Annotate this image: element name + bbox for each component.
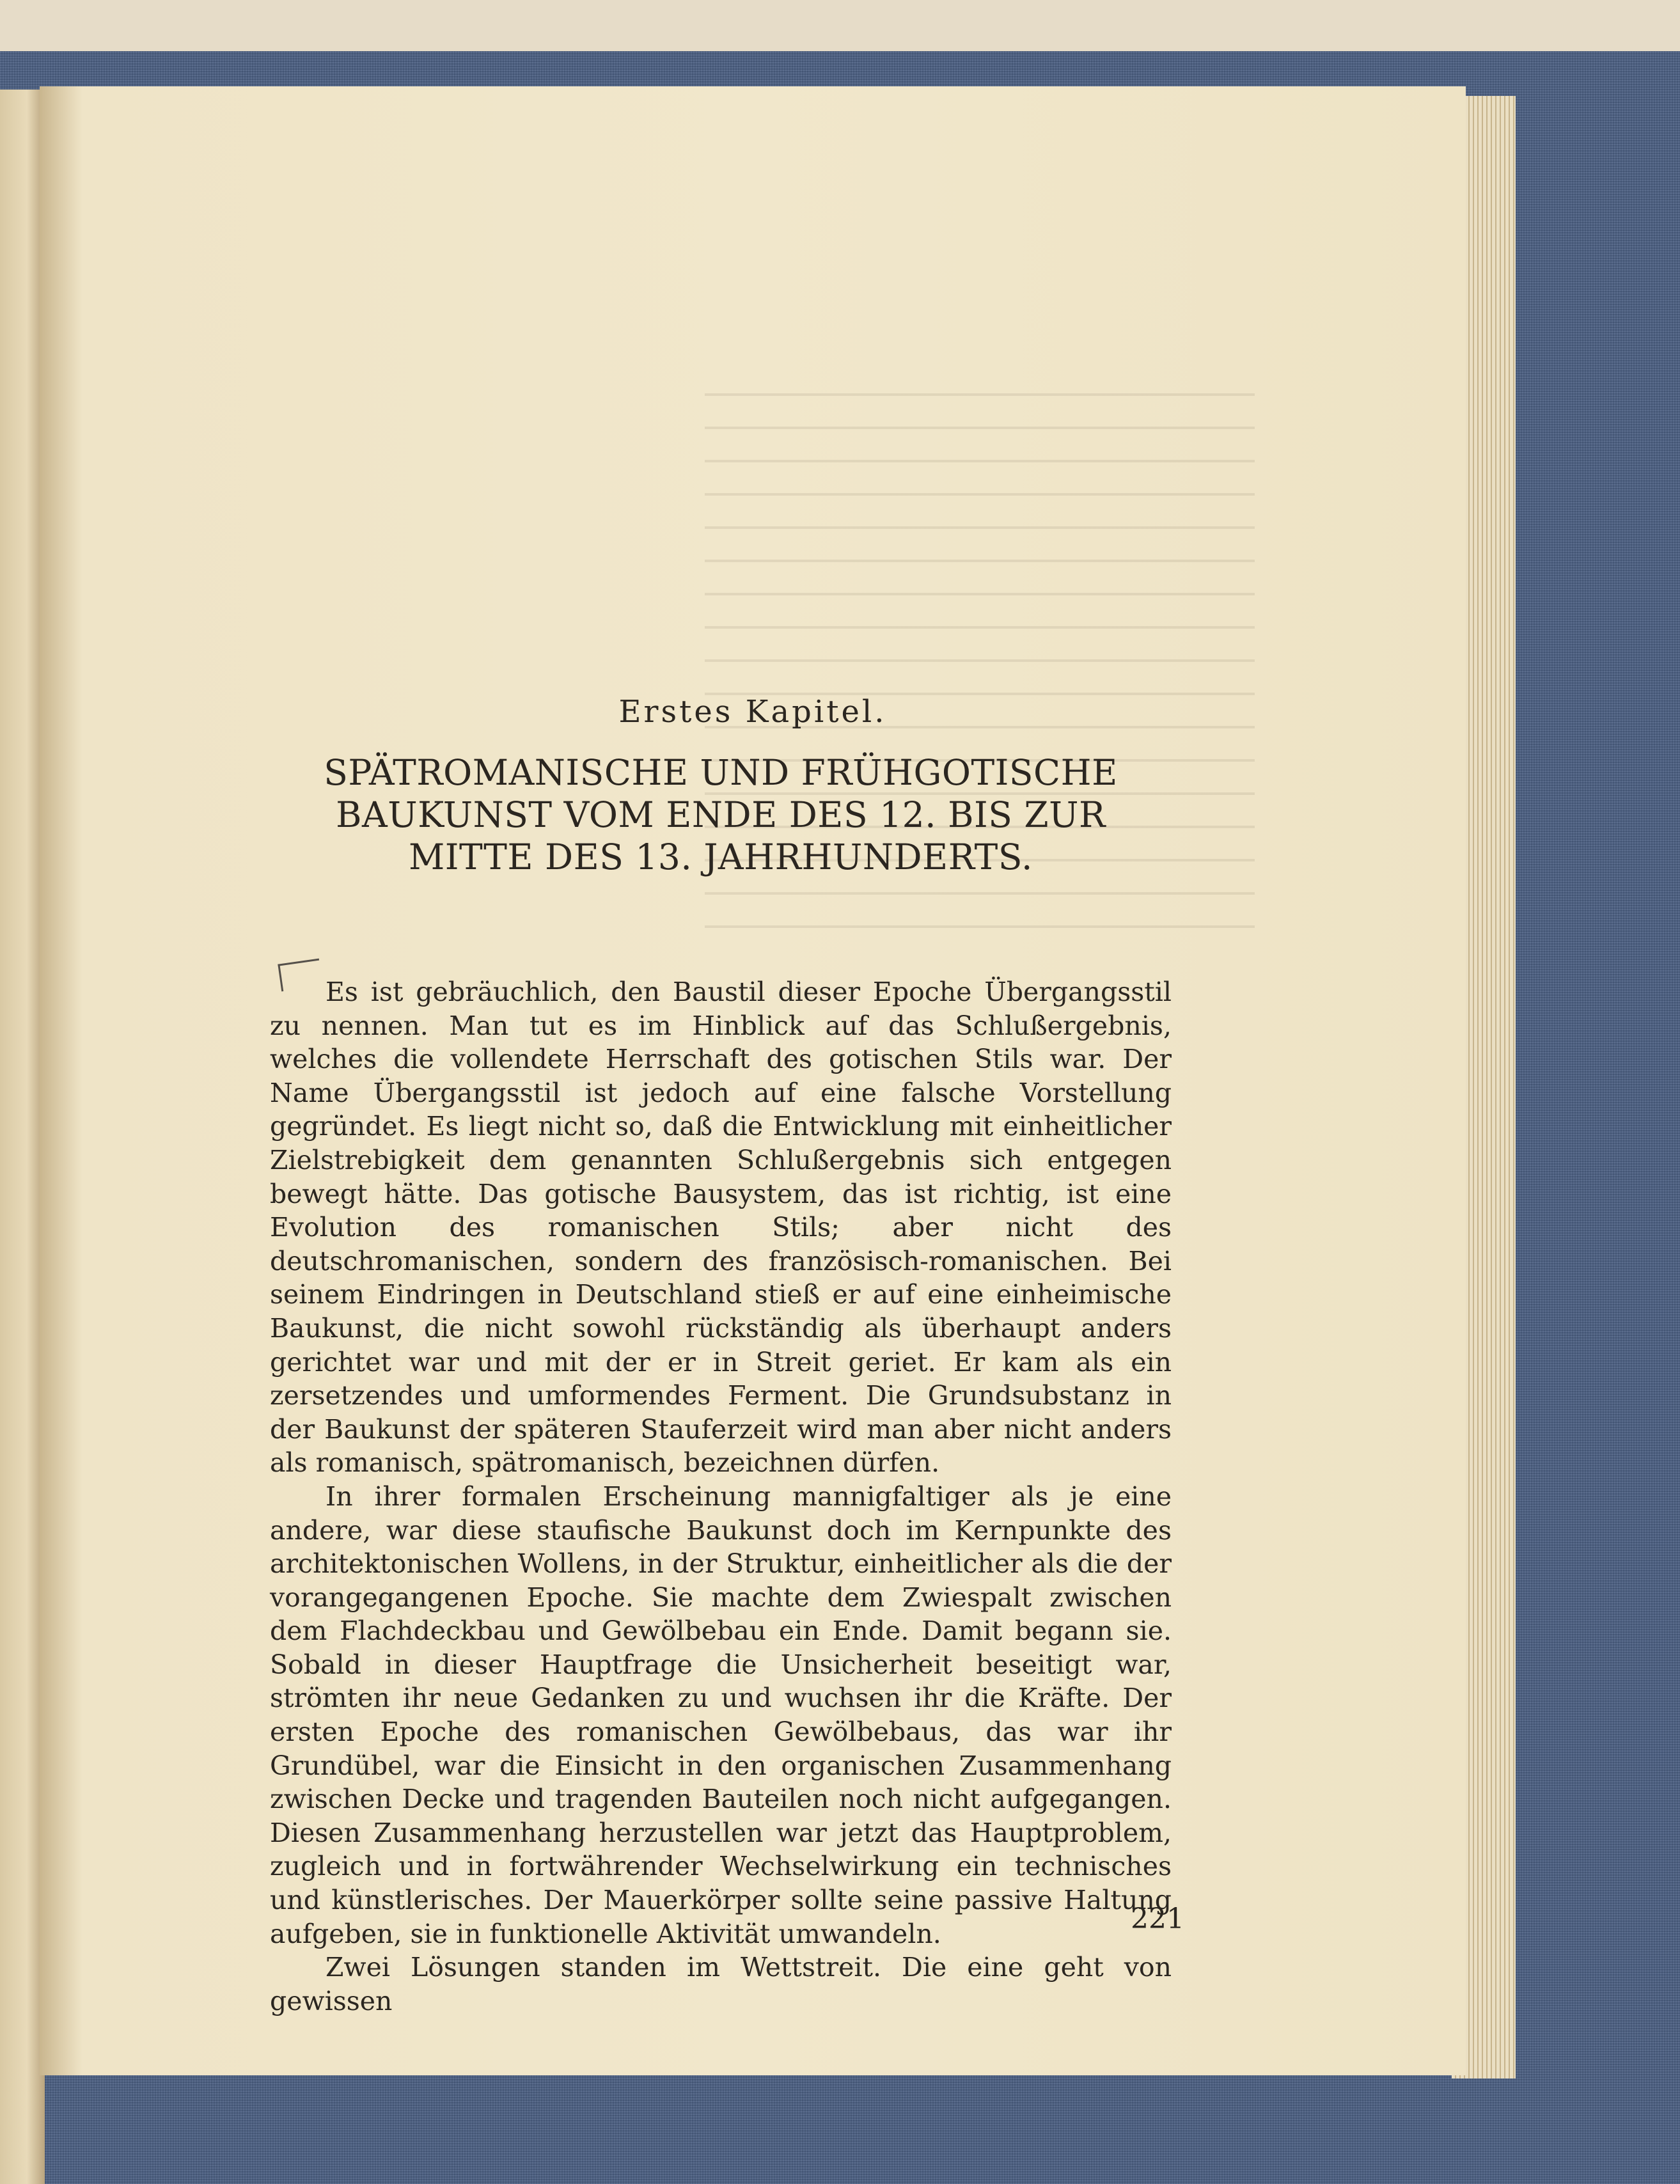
paragraph: Es ist gebräuchlich, den Baustil dieser Epoche Übergangsstil zu nennen. Man tut es im Hinblick auf das Schlußergebnis, welches die vollendete Herrschaft des gotischen Stils war. Der Name Übergangsstil ist jedoch auf eine falsche Vorstellung gegründet. Es liegt nicht so, daß die Entwicklung mit einheitlicher Zielstrebigkeit dem genannten Schlußergebnis sich entgegen bewegt hätte. Das gotische Bausystem, das ist richtig, ist eine Evolution des romanischen Stils; aber nicht des deutschromanischen, sondern des französisch-romanischen. Bei seinem Eindringen in Deutschland stieß er auf eine einheimische Baukunst, die nicht sowohl rückständig als überhaupt anders gerichtet war und mit der er in Streit geriet. Er kam als ein zersetzendes und umformendes Ferment. Die Grundsubstanz in der Baukunst der späteren Stauferzeit wird man aber nicht anders als romanisch, spätromanisch, bezeichnen dürfen. xyxy=(270,977,1172,1479)
chapter-title: SPÄTROMANISCHE UND FRÜHGOTISCHE BAUKUNST VOM ENDE DES 12. BIS ZUR MITTE DES 13. JAHRHUNDERTS. xyxy=(324,752,1118,877)
page-number: 221 xyxy=(1131,1903,1184,1935)
body-text xyxy=(270,975,1172,2018)
paragraph: In ihrer formalen Erscheinung mannigfaltiger als je eine andere, war diese staufische Baukunst doch im Kernpunkte des architektonischen Wollens, in der Struktur, einheitlicher als die der vorangegangenen Epoche. Sie machte dem Zwiespalt zwischen dem Flachdeckbau und Gewölbebau ein Ende. Damit begann sie. Sobald in dieser Hauptfrage die Unsicherheit beseitigt war, strömten ihr neue Gedanken zu und wuchsen ihr die Kräfte. Der ersten Epoche des romanischen Gewölbebaus, das war ihr Grundübel, war die Einsicht in den organischen Zusammenhang zwischen Decke und tragenden Bauteilen noch nicht aufgegangen. Diesen Zusammenhang herzustellen war jetzt das Hauptproblem, zugleich und in fortwährender Wechselwirkung ein technisches und künstlerisches. Der Mauerkörper sollte seine passive Haltung aufgeben, sie in funktionelle Aktivität umwandeln. xyxy=(270,1481,1172,1949)
chapter-label: Erstes Kapitel. xyxy=(618,694,887,730)
book-page xyxy=(40,86,1466,2075)
paragraph: Zwei Lösungen standen im Wettstreit. Die eine geht von gewissen xyxy=(270,1952,1172,2016)
left-page-edge xyxy=(0,90,45,2184)
